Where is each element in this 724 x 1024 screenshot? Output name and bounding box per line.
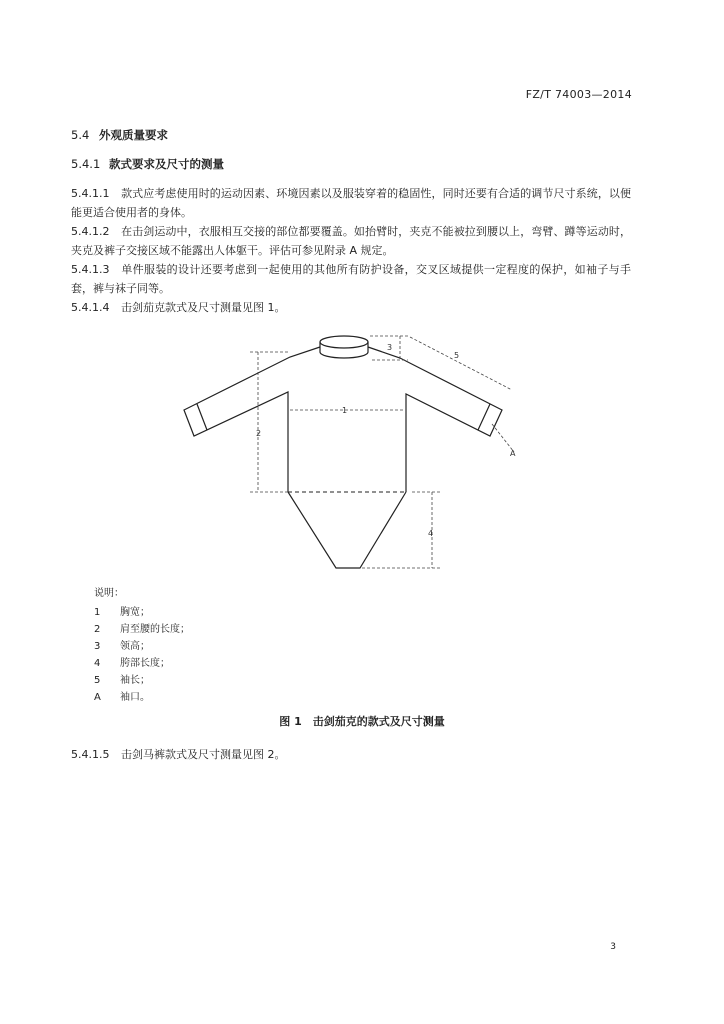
left-sleeve	[184, 347, 320, 492]
crotch-flap	[288, 492, 406, 568]
cuff-leader	[492, 424, 514, 452]
legend-key: 4	[94, 658, 101, 669]
legend-desc: 袖长；	[120, 675, 150, 686]
dim-label-1: 1	[342, 406, 348, 415]
right-cuff-line	[478, 404, 490, 430]
section-number: 5.4	[71, 128, 90, 142]
legend-item	[94, 603, 150, 618]
legend-desc: 胯部长度；	[120, 658, 170, 669]
legend-key: A	[94, 692, 101, 703]
legend-item	[94, 620, 190, 635]
legend-key: 5	[94, 675, 101, 686]
legend-desc: 胸宽；	[120, 607, 150, 618]
clause-text: 单件服装的设计还要考虑到一起使用的其他所有防护设备，交叉区域提供一定程度的保护，如袖子与手套，裤与袜子同等。	[71, 263, 631, 295]
section-title: 外观质量要求	[99, 128, 168, 142]
dim-5-line	[410, 337, 512, 390]
dim-label-5: 5	[454, 351, 460, 360]
dim-label-3: 3	[387, 343, 393, 352]
legend-desc: 肩至腰的长度；	[120, 624, 190, 635]
subsection-title: 款式要求及尺寸的测量	[109, 157, 224, 171]
legend-title: 说明：	[94, 588, 124, 599]
collar-top	[320, 336, 368, 348]
legend-item	[94, 654, 170, 669]
legend-item	[94, 671, 150, 686]
dim-label-2: 2	[256, 429, 262, 438]
clause-number: 5.4.1.1	[71, 187, 110, 200]
clause-text: 击剑马裤款式及尺寸测量见图 2。	[121, 748, 286, 761]
legend-key: 3	[94, 641, 101, 652]
clause-text: 击剑茄克款式及尺寸测量见图 1。	[121, 301, 286, 314]
clause-5-4-1-5	[71, 745, 631, 764]
dim-label-4: 4	[428, 529, 434, 538]
page-number: 3	[610, 942, 616, 952]
legend-item	[94, 637, 150, 652]
clause-number: 5.4.1.4	[71, 301, 110, 314]
legend-key: 2	[94, 624, 101, 635]
clause-text: 款式应考虑使用时的运动因素、环境因素以及服装穿着的稳固性，同时还要有合适的调节尺寸系统，以便能更适合使用者的身体。	[71, 187, 631, 219]
legend-key: 1	[94, 607, 101, 618]
right-sleeve	[368, 347, 502, 492]
legend-item	[94, 688, 150, 703]
subsection-number: 5.4.1	[71, 157, 101, 171]
figure-caption: 图 1 击剑茄克的款式及尺寸测量	[279, 715, 445, 728]
standard-code: FZ/T 74003—2014	[525, 88, 632, 101]
clause-number: 5.4.1.5	[71, 748, 110, 761]
legend-desc: 领高；	[120, 641, 150, 652]
collar-body	[320, 342, 368, 358]
dim-label-a: A	[510, 449, 516, 458]
legend-desc: 袖口。	[120, 692, 150, 703]
left-cuff-line	[197, 404, 207, 430]
clause-number: 5.4.1.2	[71, 225, 110, 238]
clause-number: 5.4.1.3	[71, 263, 110, 276]
clause-text: 在击剑运动中，衣服相互交接的部位都要覆盖。如抬臂时，夹克不能被拉到腰以上，弯臂、蹲等运动时，夹克及裤子交接区域不能露出人体躯干。评估可参见附录 A 规定。	[71, 225, 631, 257]
